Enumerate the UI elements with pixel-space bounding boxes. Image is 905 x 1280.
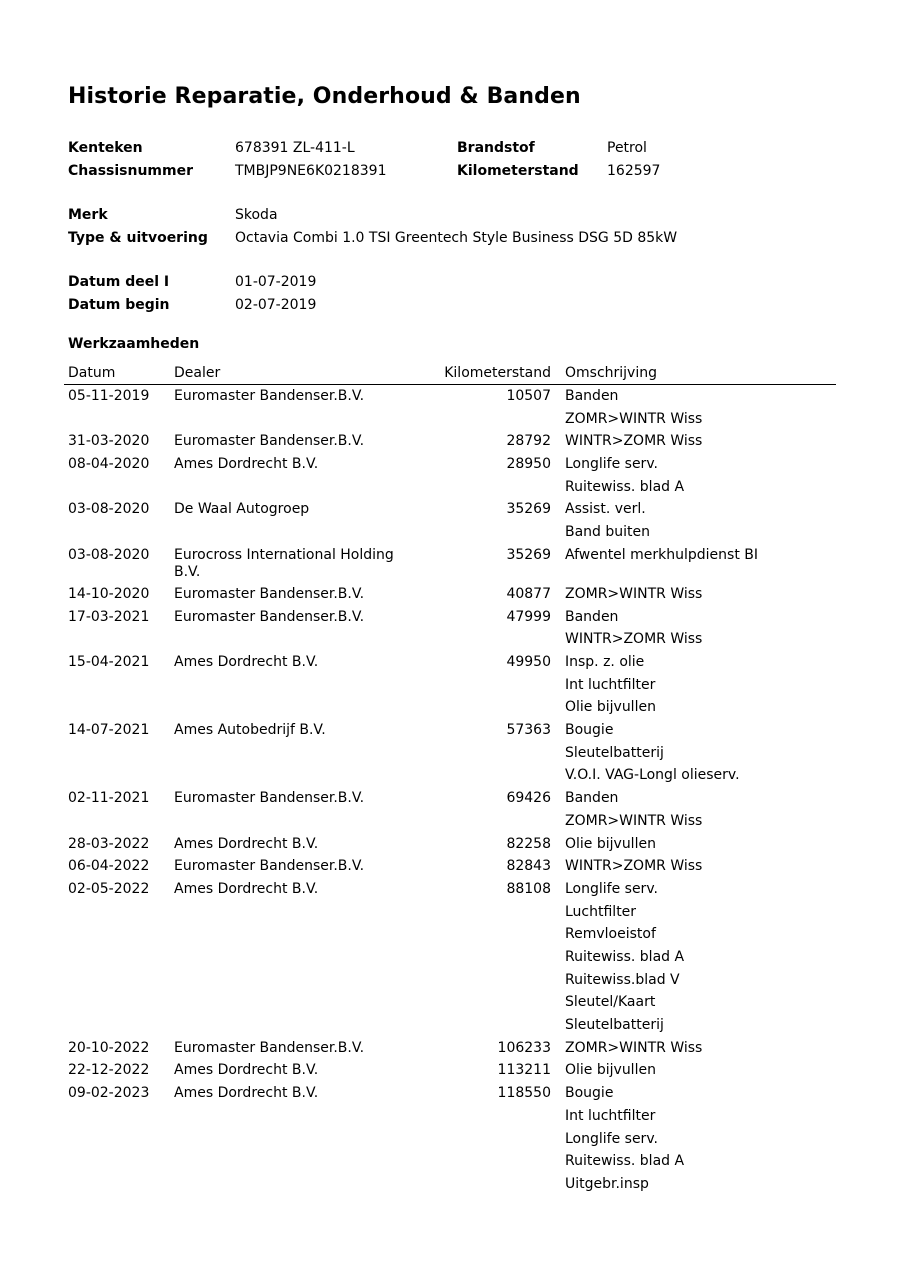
row-description bbox=[565, 385, 702, 430]
header-desc: Omschrijving bbox=[565, 365, 657, 381]
info-labels-left-3 bbox=[68, 271, 170, 317]
row-dealer: Ames Dordrecht B.V. bbox=[174, 1085, 319, 1102]
row-dealer: Euromaster Bandenser.B.V. bbox=[174, 608, 365, 625]
row-date: 08-04-2020 bbox=[68, 456, 150, 473]
row-dealer: De Waal Autogroep bbox=[174, 501, 310, 518]
row-date: 03-08-2020 bbox=[68, 501, 150, 518]
table-row bbox=[64, 1037, 836, 1060]
row-km: 28792 bbox=[506, 433, 551, 450]
description-line: Ruitewiss.blad V bbox=[565, 971, 680, 988]
row-dealer: Ames Dordrecht B.V. bbox=[174, 653, 319, 670]
table-row bbox=[64, 1059, 836, 1082]
row-description bbox=[565, 1059, 656, 1082]
row-km: 82843 bbox=[506, 858, 551, 875]
row-date: 14-10-2020 bbox=[68, 585, 150, 602]
description-line: Int luchtfilter bbox=[565, 676, 656, 693]
chassis-label: Chassisnummer bbox=[68, 163, 193, 179]
row-km: 113211 bbox=[497, 1062, 551, 1079]
table-row bbox=[64, 453, 836, 498]
row-dealer: Ames Autobedrijf B.V. bbox=[174, 722, 326, 739]
row-date: 28-03-2022 bbox=[68, 835, 150, 852]
info-values-left-3 bbox=[235, 271, 316, 317]
description-line: Remvloeistof bbox=[565, 926, 656, 943]
table-row bbox=[64, 878, 836, 1037]
row-dealer: Euromaster Bandenser.B.V. bbox=[174, 433, 365, 450]
kenteken-value: 678391 ZL-411-L bbox=[235, 140, 355, 156]
row-dealer: Euromaster Bandenser.B.V. bbox=[174, 1039, 365, 1056]
description-line: Band buiten bbox=[565, 524, 651, 541]
merk-label: Merk bbox=[68, 207, 108, 223]
row-km: 106233 bbox=[497, 1039, 551, 1056]
row-date: 20-10-2022 bbox=[68, 1039, 150, 1056]
datum-deel-1-value: 01-07-2019 bbox=[235, 274, 317, 290]
row-km: 35269 bbox=[506, 501, 551, 518]
brandstof-label: Brandstof bbox=[457, 140, 535, 156]
description-line: Banden bbox=[565, 388, 619, 404]
row-km: 35269 bbox=[506, 546, 551, 563]
row-km: 88108 bbox=[506, 880, 551, 897]
table-row bbox=[64, 787, 836, 832]
row-km: 82258 bbox=[506, 835, 551, 852]
kilometerstand-value: 162597 bbox=[607, 163, 661, 179]
row-date: 22-12-2022 bbox=[68, 1062, 150, 1079]
row-date: 02-11-2021 bbox=[68, 790, 150, 807]
description-line: Assist. verl. bbox=[565, 501, 646, 518]
description-line: Uitgebr.insp bbox=[565, 1175, 649, 1192]
row-date: 17-03-2021 bbox=[68, 608, 150, 625]
type-value: Octavia Combi 1.0 TSI Greentech Style Business DSG 5D 85kW bbox=[235, 230, 678, 246]
row-description bbox=[565, 498, 650, 543]
row-description bbox=[565, 878, 684, 1037]
table-row bbox=[64, 385, 836, 430]
table-header bbox=[64, 362, 836, 385]
row-description bbox=[565, 787, 702, 832]
row-description bbox=[565, 430, 702, 453]
kilometerstand-label: Kilometerstand bbox=[457, 163, 579, 179]
row-dealer: Ames Dordrecht B.V. bbox=[174, 456, 319, 473]
row-description bbox=[565, 453, 684, 498]
datum-deel-1-label: Datum deel I bbox=[68, 274, 170, 290]
description-line: Olie bijvullen bbox=[565, 835, 656, 852]
chassis-value: TMBJP9NE6K0218391 bbox=[235, 163, 387, 179]
table-row bbox=[64, 544, 836, 583]
info-labels-left-2 bbox=[68, 204, 208, 250]
description-line: Int luchtfilter bbox=[565, 1107, 656, 1124]
row-dealer: Ames Dordrecht B.V. bbox=[174, 1062, 319, 1079]
table-row bbox=[64, 498, 836, 543]
row-km: 49950 bbox=[506, 653, 551, 670]
row-dealer: Ames Dordrecht B.V. bbox=[174, 835, 319, 852]
datum-begin-label: Datum begin bbox=[68, 297, 170, 313]
row-date: 06-04-2022 bbox=[68, 858, 150, 875]
row-date: 09-02-2023 bbox=[68, 1085, 150, 1102]
row-km: 28950 bbox=[506, 456, 551, 473]
description-line: V.O.I. VAG-Longl olieserv. bbox=[565, 767, 740, 784]
header-km: Kilometerstand bbox=[444, 365, 551, 381]
description-line: ZOMR>WINTR Wiss bbox=[565, 585, 703, 602]
row-date: 02-05-2022 bbox=[68, 880, 150, 897]
row-km: 40877 bbox=[506, 585, 551, 602]
table-row bbox=[64, 430, 836, 453]
row-km: 10507 bbox=[506, 388, 551, 404]
table-row bbox=[64, 1082, 836, 1196]
table-row bbox=[64, 833, 836, 856]
row-description bbox=[565, 1037, 702, 1060]
row-dealer: Euromaster Bandenser.B.V. bbox=[174, 388, 365, 404]
description-line: ZOMR>WINTR Wiss bbox=[565, 1039, 703, 1056]
description-line: Sleutel/Kaart bbox=[565, 994, 656, 1011]
description-line: Ruitewiss. blad A bbox=[565, 948, 685, 965]
description-line: Ruitewiss. blad A bbox=[565, 1153, 685, 1170]
row-km: 118550 bbox=[497, 1085, 551, 1102]
werkzaamheden-title: Werkzaamheden bbox=[68, 336, 200, 352]
info-values-left-1 bbox=[235, 137, 386, 183]
description-line: Insp. z. olie bbox=[565, 653, 645, 670]
description-line: Afwentel merkhulpdienst BI bbox=[565, 546, 759, 563]
info-values-right bbox=[607, 137, 660, 183]
description-line: Longlife serv. bbox=[565, 880, 658, 897]
description-line: Bougie bbox=[565, 1085, 614, 1102]
description-line: Banden bbox=[565, 790, 619, 807]
row-description bbox=[565, 651, 656, 719]
description-line: Banden bbox=[565, 608, 619, 625]
description-line: WINTR>ZOMR Wiss bbox=[565, 433, 703, 450]
table-row bbox=[64, 606, 836, 651]
row-dealer: Ames Dordrecht B.V. bbox=[174, 880, 319, 897]
row-km: 57363 bbox=[506, 722, 551, 739]
header-dealer: Dealer bbox=[174, 365, 221, 381]
row-date: 03-08-2020 bbox=[68, 546, 150, 563]
description-line: ZOMR>WINTR Wiss bbox=[565, 812, 703, 829]
brandstof-value: Petrol bbox=[607, 140, 647, 156]
table-row bbox=[64, 719, 836, 787]
info-labels-left-1 bbox=[68, 137, 193, 183]
row-dealer: Euromaster Bandenser.B.V. bbox=[174, 790, 365, 807]
info-values-left-2 bbox=[235, 204, 677, 250]
description-line: WINTR>ZOMR Wiss bbox=[565, 631, 703, 648]
description-line: Longlife serv. bbox=[565, 456, 658, 473]
description-line: Olie bijvullen bbox=[565, 699, 656, 716]
description-line: WINTR>ZOMR Wiss bbox=[565, 858, 703, 875]
row-dealer: Eurocross International Holding B.V. bbox=[174, 546, 394, 580]
description-line: Longlife serv. bbox=[565, 1130, 658, 1147]
row-km: 47999 bbox=[506, 608, 551, 625]
row-km: 69426 bbox=[506, 790, 551, 807]
description-line: Sleutelbatterij bbox=[565, 1017, 664, 1034]
row-date: 05-11-2019 bbox=[68, 388, 150, 404]
description-line: ZOMR>WINTR Wiss bbox=[565, 410, 703, 427]
description-line: Bougie bbox=[565, 722, 614, 739]
row-description bbox=[565, 606, 702, 651]
kenteken-label: Kenteken bbox=[68, 140, 143, 156]
row-dealer: Euromaster Bandenser.B.V. bbox=[174, 858, 365, 875]
row-description bbox=[565, 833, 656, 856]
info-labels-right bbox=[457, 137, 579, 183]
table-row bbox=[64, 651, 836, 719]
row-description bbox=[565, 544, 758, 567]
table-row bbox=[64, 583, 836, 606]
row-date: 14-07-2021 bbox=[68, 722, 150, 739]
description-line: Luchtfilter bbox=[565, 903, 637, 920]
row-description bbox=[565, 1082, 684, 1195]
table-body bbox=[64, 385, 836, 1196]
work-table bbox=[64, 362, 836, 1196]
header-date: Datum bbox=[68, 365, 116, 381]
type-label: Type & uitvoering bbox=[68, 230, 208, 246]
merk-value: Skoda bbox=[235, 207, 278, 223]
datum-begin-value: 02-07-2019 bbox=[235, 297, 317, 313]
description-line: Ruitewiss. blad A bbox=[565, 478, 685, 495]
row-date: 15-04-2021 bbox=[68, 653, 150, 670]
description-line: Olie bijvullen bbox=[565, 1062, 656, 1079]
row-description bbox=[565, 583, 702, 606]
row-description bbox=[565, 719, 740, 787]
row-date: 31-03-2020 bbox=[68, 433, 150, 450]
page-title: Historie Reparatie, Onderhoud & Banden bbox=[68, 84, 581, 109]
row-dealer: Euromaster Bandenser.B.V. bbox=[174, 585, 365, 602]
table-row bbox=[64, 855, 836, 878]
description-line: Sleutelbatterij bbox=[565, 744, 664, 761]
row-description bbox=[565, 855, 702, 878]
